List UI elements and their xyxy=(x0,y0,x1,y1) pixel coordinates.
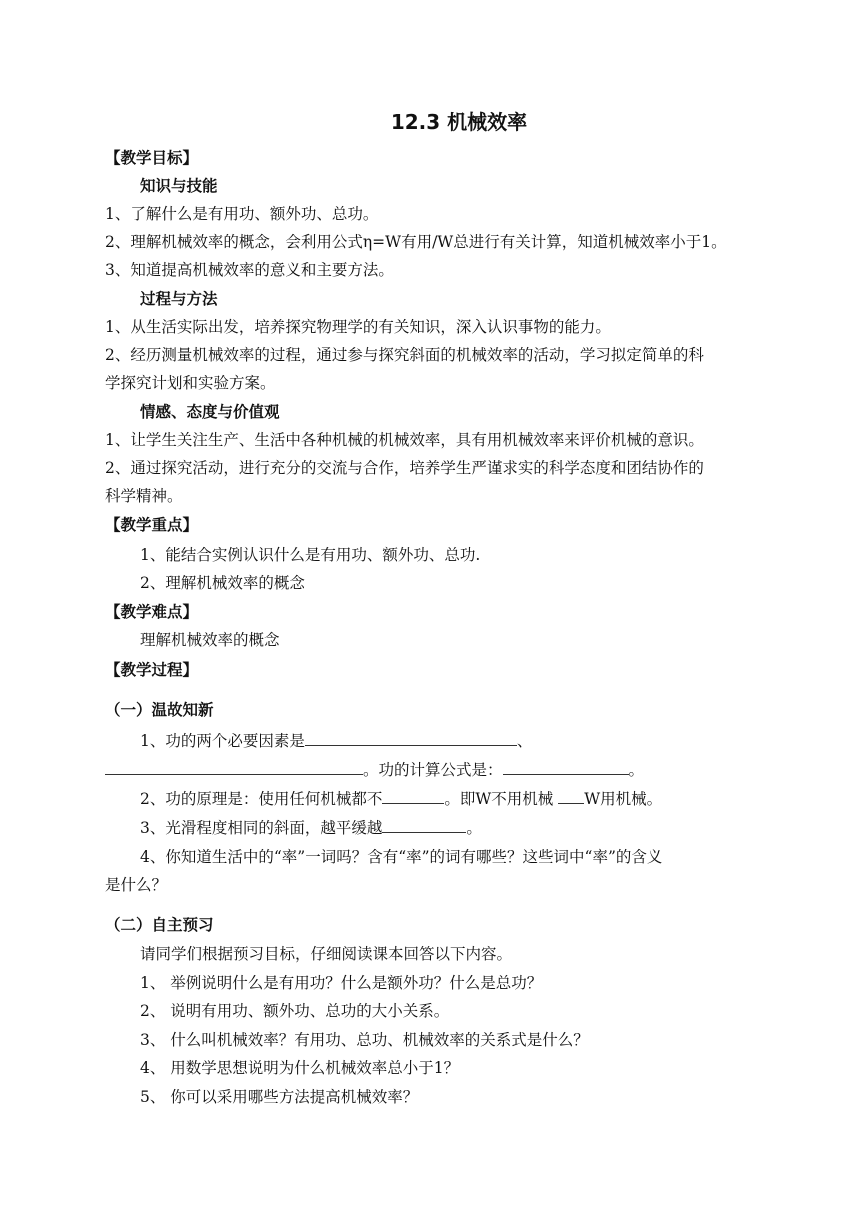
preview-item: 5、 你可以采用哪些方法提高机械效率？ xyxy=(140,1088,419,1106)
question-text: 3、光滑程度相同的斜面，越平缓越 xyxy=(140,819,383,837)
preview-item: 2、 说明有用功、额外功、总功的大小关系。 xyxy=(140,1002,450,1020)
question-text: 2、功的原理是：使用任何机械都不 xyxy=(140,790,383,808)
question-text: 。即W不用机械 xyxy=(444,790,559,808)
review-question-3 xyxy=(140,818,482,838)
goals-heading: 【教学目标】 xyxy=(105,149,199,167)
review-heading: （一）温故知新 xyxy=(105,701,214,719)
knowledge-subheading: 知识与技能 xyxy=(140,177,218,195)
difficulty-heading: 【教学难点】 xyxy=(105,603,199,621)
question-text: 、 xyxy=(516,732,533,750)
preview-item: 4、 用数学思想说明为什么机械效率总小于1？ xyxy=(140,1059,460,1077)
review-question-2 xyxy=(140,789,662,809)
process-heading: 【教学过程】 xyxy=(105,661,199,679)
key-point-item: 2、理解机械效率的概念 xyxy=(140,574,305,592)
answer-blank[interactable] xyxy=(503,760,629,775)
preview-item: 3、 什么叫机械效率？有用功、总功、机械效率的关系式是什么？ xyxy=(140,1031,589,1049)
preview-item: 1、 举例说明什么是有用功？什么是额外功？什么是总功？ xyxy=(140,974,543,992)
answer-blank[interactable] xyxy=(305,731,517,746)
answer-blank[interactable] xyxy=(105,760,363,775)
review-question-1 xyxy=(140,731,532,751)
answer-blank[interactable] xyxy=(558,789,584,804)
process-item: 1、从生活实际出发，培养探究物理学的有关知识，深入认识事物的能力。 xyxy=(105,318,611,336)
review-question-4-cont: 是什么？ xyxy=(105,876,168,894)
question-text: 。功的计算公式是： xyxy=(363,761,503,779)
review-question-4: 4、你知道生活中的“率”一词吗？含有“率”的词有哪些？这些词中“率”的含义 xyxy=(140,848,663,866)
key-point-item: 1、能结合实例认识什么是有用功、额外功、总功. xyxy=(140,546,481,564)
knowledge-item: 2、理解机械效率的概念，会利用公式η=W有用/W总进行有关计算，知道机械效率小于1。 xyxy=(105,233,727,251)
knowledge-item: 1、了解什么是有用功、额外功、总功。 xyxy=(105,205,379,223)
emotion-item: 科学精神。 xyxy=(105,487,183,505)
process-item: 学探究计划和实验方案。 xyxy=(105,374,276,392)
question-text: W用机械。 xyxy=(584,790,663,808)
question-text: 。 xyxy=(466,819,482,837)
page-title: 12.3 机械效率 xyxy=(390,110,528,134)
preview-intro: 请同学们根据预习目标，仔细阅读课本回答以下内容。 xyxy=(140,945,513,963)
answer-blank[interactable] xyxy=(382,818,466,833)
question-text: 1、功的两个必要因素是 xyxy=(140,732,305,750)
process-subheading: 过程与方法 xyxy=(140,290,218,308)
key-points-heading: 【教学重点】 xyxy=(105,516,199,534)
answer-blank[interactable] xyxy=(382,789,444,804)
emotion-item: 1、让学生关注生产、生活中各种机械的机械效率，具有用机械效率来评价机械的意识。 xyxy=(105,431,704,449)
review-question-1-cont xyxy=(105,760,644,780)
emotion-subheading: 情感、态度与价值观 xyxy=(140,403,280,421)
preview-heading: （二）自主预习 xyxy=(105,916,214,934)
difficulty-text: 理解机械效率的概念 xyxy=(140,631,280,649)
question-text: 。 xyxy=(628,761,645,779)
process-item: 2、经历测量机械效率的过程，通过参与探究斜面的机械效率的活动，学习拟定简单的科 xyxy=(105,346,704,364)
emotion-item: 2、通过探究活动，进行充分的交流与合作，培养学生严谨求实的科学态度和团结协作的 xyxy=(105,459,704,477)
knowledge-item: 3、知道提高机械效率的意义和主要方法。 xyxy=(105,261,394,279)
